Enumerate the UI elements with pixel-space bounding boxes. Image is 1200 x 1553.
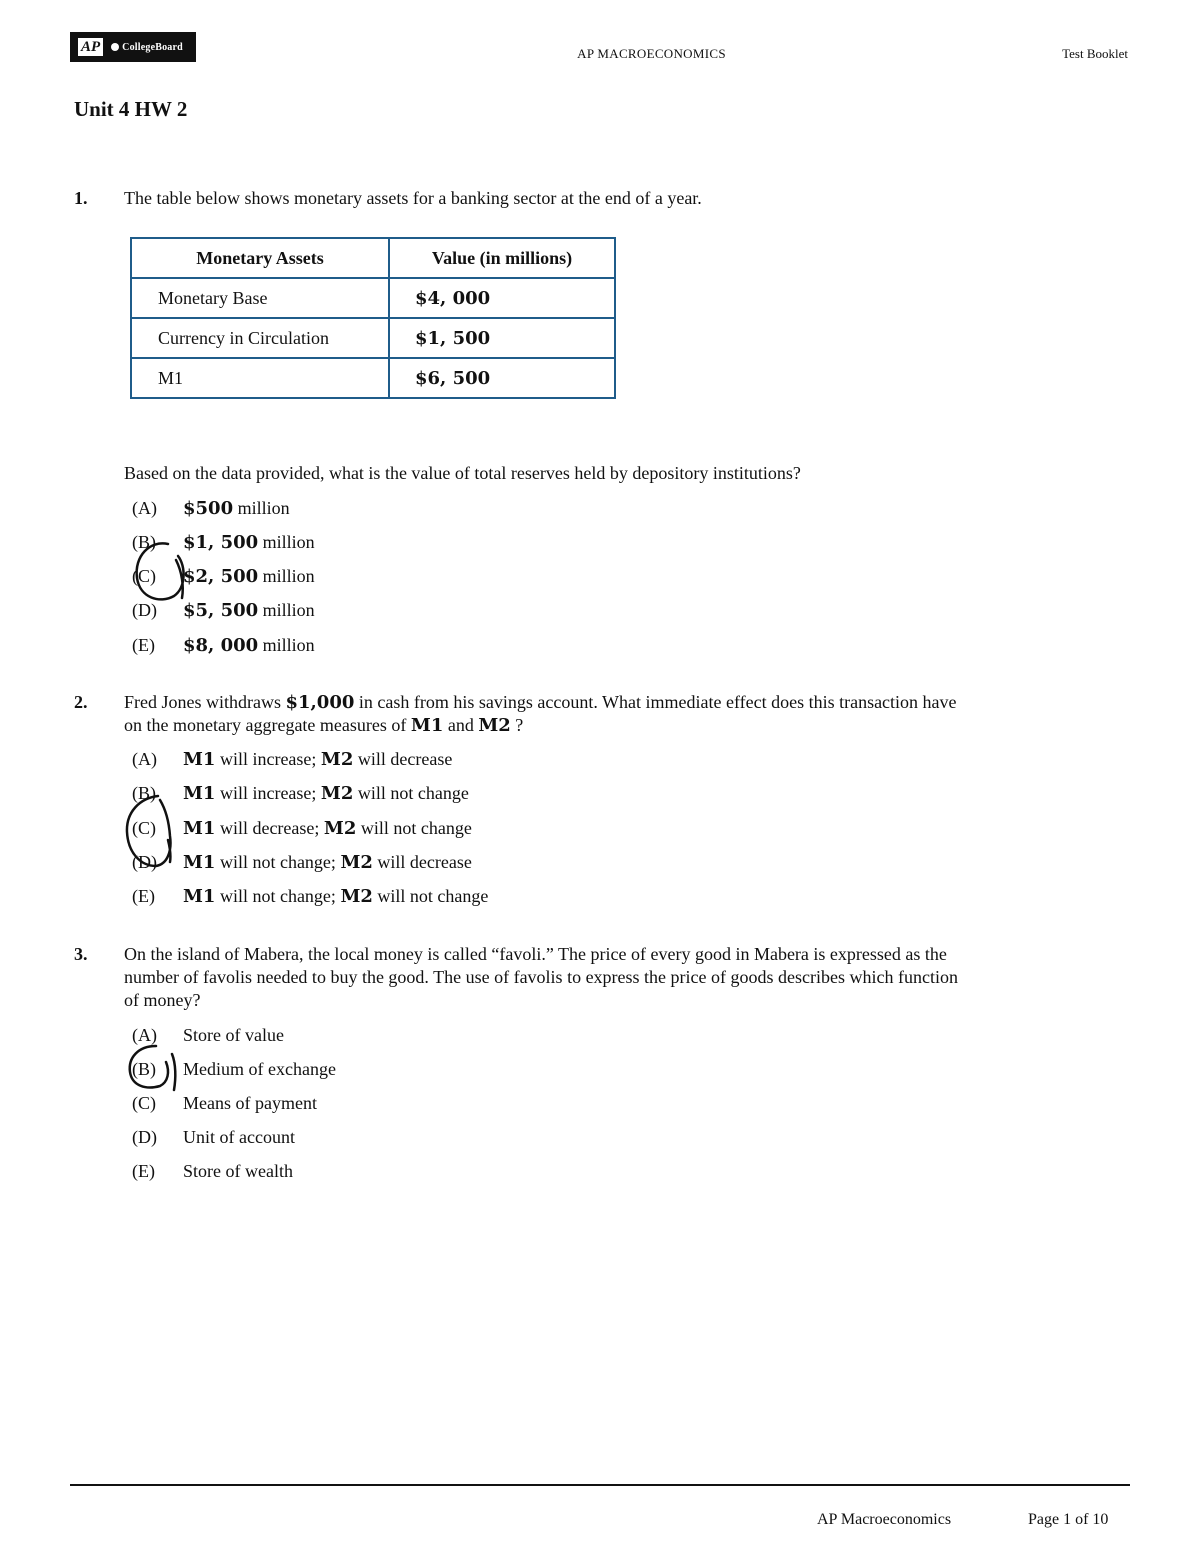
question-1-prompt: Based on the data provided, what is the value of total reserves held by depository institutions? — [124, 463, 801, 483]
option-m2: M2 — [340, 886, 373, 907]
option-m2: M2 — [340, 852, 373, 873]
q2-text-part: and — [443, 715, 479, 735]
question-1-number: 1. — [74, 188, 88, 208]
table-cell-asset: M1 — [131, 358, 389, 398]
footer-course: AP Macroeconomics — [817, 1511, 952, 1528]
option-text: will not change — [353, 783, 469, 803]
option-suffix: million — [258, 600, 315, 620]
option-text: will decrease; — [215, 818, 324, 838]
option-letter: (A) — [132, 498, 157, 518]
q3-answer-circle — [130, 1046, 176, 1090]
option-text: will not change — [372, 886, 489, 906]
q2-amount: $1,000 — [285, 692, 355, 713]
q2-text-part: Fred Jones withdraws — [124, 692, 286, 712]
q1-answer-circle — [137, 543, 184, 599]
option-m1: M1 — [183, 886, 216, 907]
option-letter: (B) — [132, 783, 156, 803]
option-text: will increase; — [215, 783, 321, 803]
table-header-cell: Monetary Assets — [131, 238, 389, 278]
option-text: will not change; — [215, 886, 341, 906]
option-text: will not change; — [215, 852, 341, 872]
header-course: AP MACROECONOMICS — [577, 46, 726, 61]
option-letter: (A) — [132, 749, 157, 769]
option-letter: (C) — [132, 1093, 156, 1113]
option-text: Means of payment — [183, 1093, 317, 1113]
option-letter: (D) — [132, 852, 157, 872]
option-m2: M2 — [320, 749, 354, 770]
footer-page-number: Page 1 of 10 — [1028, 1511, 1109, 1528]
option-letter: (E) — [132, 1161, 155, 1181]
option-amount: $2, 500 — [183, 566, 259, 587]
option-amount: $500 — [183, 498, 234, 519]
question-2-number: 2. — [74, 692, 88, 712]
option-m2: M2 — [320, 783, 354, 804]
option-letter: (C) — [132, 818, 156, 838]
table-cell-value: $4, 000 — [389, 278, 615, 318]
page-title: Unit 4 HW 2 — [74, 97, 188, 121]
option-suffix: million — [258, 532, 315, 552]
question-3-line3: of money? — [124, 990, 201, 1010]
question-1-text: The table below shows monetary assets for a banking sector at the end of a year. — [124, 188, 702, 208]
table-cell-value: $1, 500 — [389, 318, 615, 358]
q2-text-part: in cash from his savings account. What immediate effect does this transaction have — [354, 692, 957, 712]
table-cell-value: $6, 500 — [389, 358, 615, 398]
q2-text-part: on the monetary aggregate measures of — [124, 715, 411, 735]
option-text: will decrease — [372, 852, 472, 872]
option-text: will decrease — [353, 749, 453, 769]
footer-divider — [70, 1484, 1130, 1486]
header-booklet: Test Booklet — [1062, 46, 1128, 61]
option-text: Store of value — [183, 1025, 284, 1045]
option-suffix: million — [258, 635, 315, 655]
option-letter: (B) — [132, 1059, 156, 1079]
option-m1: M1 — [183, 749, 216, 770]
option-suffix: million — [258, 566, 315, 586]
table-header-cell: Value (in millions) — [389, 238, 615, 278]
q2-answer-circle — [127, 796, 171, 866]
option-suffix: million — [233, 498, 290, 518]
q2-m1: M1 — [410, 715, 444, 736]
logo-collegeboard-text: CollegeBoard — [122, 41, 183, 53]
option-letter: (E) — [132, 635, 155, 655]
q2-m2: M2 — [478, 715, 511, 736]
option-letter: (B) — [132, 532, 156, 552]
option-amount: $1, 500 — [183, 532, 259, 553]
option-m2: M2 — [323, 818, 357, 839]
q2-text-part: ? — [510, 715, 524, 735]
table-cell-asset: Currency in Circulation — [131, 318, 389, 358]
question-3-line1: On the island of Mabera, the local money is called “favoli.” The price of every good in Mabera is expressed as the — [124, 944, 947, 964]
option-letter: (D) — [132, 1127, 157, 1147]
option-letter: (A) — [132, 1025, 157, 1045]
option-letter: (E) — [132, 886, 155, 906]
table-cell-asset: Monetary Base — [131, 278, 389, 318]
question-3-number: 3. — [74, 944, 88, 964]
option-amount: $5, 500 — [183, 600, 259, 621]
option-text: will not change — [356, 818, 472, 838]
logo-ap-mark: AP — [78, 38, 103, 56]
option-text: will increase; — [215, 749, 321, 769]
option-amount: $8, 000 — [183, 635, 259, 656]
option-m1: M1 — [183, 852, 216, 873]
option-m1: M1 — [183, 783, 216, 804]
question-3-line2: number of favolis needed to buy the good. The use of favolis to express the price of goods describes which function — [124, 967, 958, 987]
option-letter: (D) — [132, 600, 157, 620]
option-text: Medium of exchange — [183, 1059, 336, 1079]
option-m1: M1 — [183, 818, 216, 839]
option-text: Unit of account — [183, 1127, 295, 1147]
option-text: Store of wealth — [183, 1161, 293, 1181]
option-letter: (C) — [132, 566, 156, 586]
